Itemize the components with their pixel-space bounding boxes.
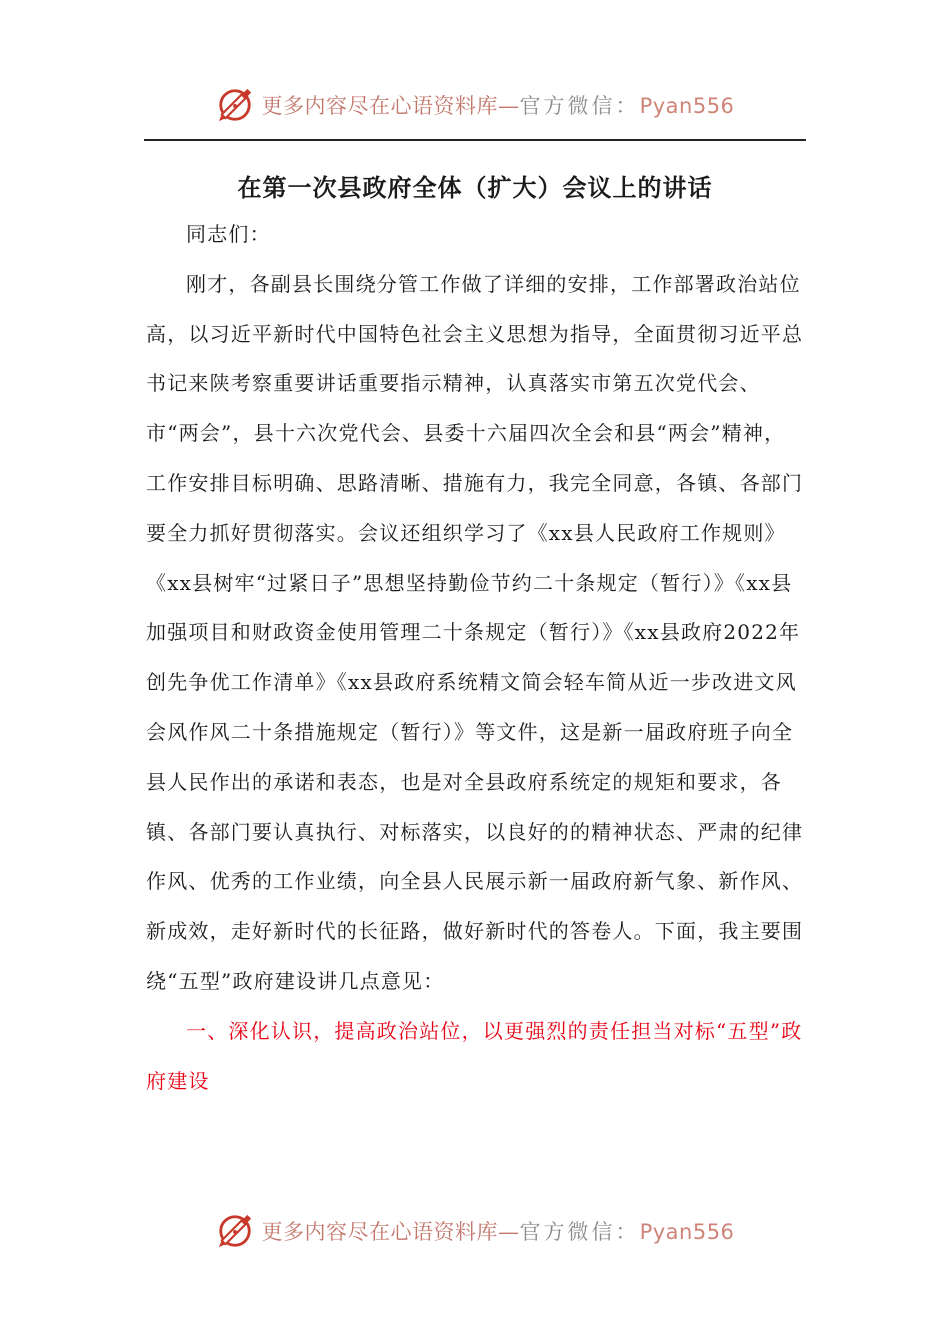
section-heading: 一、深化认识，提高政治站位，以更强烈的责任担当对标“五型”政府建设	[146, 1018, 803, 1093]
banner-main-text: 更多内容尽在心语资料库	[261, 1220, 499, 1244]
pen-nib-logo-icon	[216, 1212, 254, 1250]
pen-nib-logo-icon	[216, 86, 254, 124]
banner-text	[262, 90, 735, 120]
banner-wechat-id: Pyan556	[639, 1220, 735, 1244]
banner-dash: —	[498, 1220, 520, 1244]
banner-wechat-id: Pyan556	[639, 94, 735, 118]
header-divider	[144, 139, 806, 141]
footer-banner	[0, 1206, 950, 1256]
body-paragraph: 刚才，各副县长围绕分管工作做了详细的安排，工作部署政治站位高，以习近平新时代中国特色社会主义思想为指导，全面贯彻习近平总书记来陕考察重要讲话重要指示精神，认真落实市第五次党代会、市“两会”，县十六次党代会、县委十六届四次全会和县“两会”精神，工作安排目标明确、思路清晰、措施有力，我完全同意，各镇、各部门要全力抓好贯彻落实。会议还组织学习了《xx县人民政府工作规则》《xx县树牢“过紧日子”思想坚持勤俭节约二十条规定（暂行）》《xx县加强项目和财政资金使用管理二十条规定（暂行）》《xx县政府2022年创先争优工作清单》《xx县政府系统精文简会轻车简从近一步改进文风会风作风二十条措施规定（暂行）》等文件，这是新一届政府班子向全县人民作出的承诺和表态，也是对全县政府系统定的规矩和要求，各镇、各部门要认真执行、对标落实，以良好的的精神状态、严肃的纪律作风、优秀的工作业绩，向全县人民展示新一届政府新气象、新作风、新成效，走好新时代的长征路，做好新时代的答卷人。下面，我主要围绕“五型”政府建设讲几点意见：	[146, 271, 804, 993]
banner-sub-text: 官方微信：	[519, 1220, 640, 1244]
banner-dash: —	[498, 94, 520, 118]
page-title: 在第一次县政府全体（扩大）会议上的讲话	[237, 173, 713, 202]
banner-sub-text: 官方微信：	[519, 94, 640, 118]
salutation: 同志们：	[186, 222, 271, 246]
banner-main-text: 更多内容尽在心语资料库	[261, 94, 499, 118]
header-banner	[0, 80, 950, 130]
document-body	[146, 210, 806, 1106]
banner-text	[262, 1216, 735, 1246]
